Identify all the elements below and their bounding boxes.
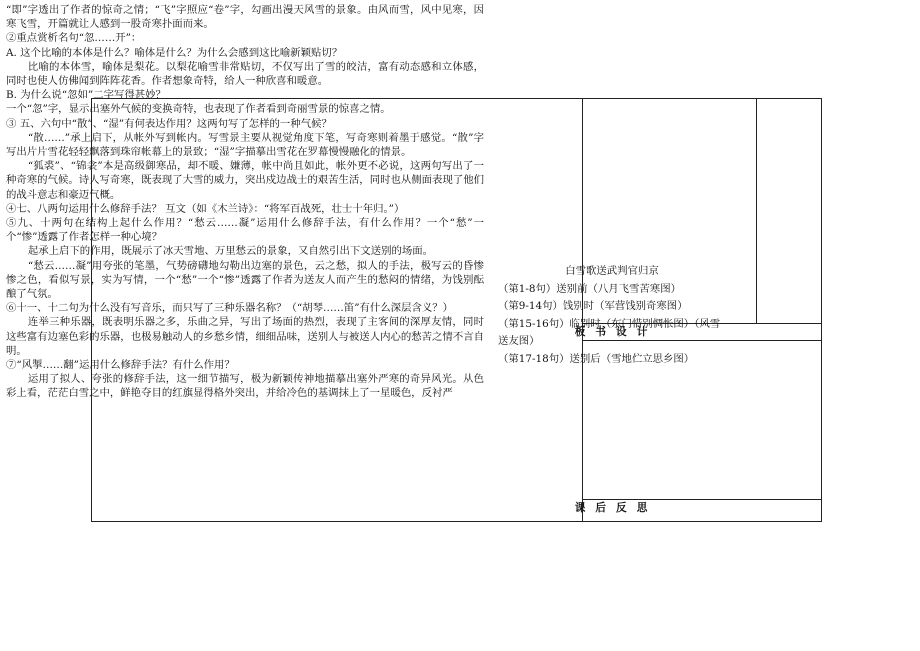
board-item: （第1-8句）送别前（八月飞雪苦寒图） <box>498 282 681 295</box>
text-line: A. 这个比喻的本体是什么？喻体是什么？为什么会感到这比喻新颖贴切？ <box>6 46 343 59</box>
text-line: 运用了拟人、夸张的修辞手法，这一细节描写，极为新颖传神地描摹出塞外严寒的奇异风光。从色彩上看，茫茫白雪之中，鲜艳夺目的红旗显得格外突出，并给冷色的基调抹上了一星暖色，反衬严 <box>6 373 484 400</box>
text-line: “即”字透出了作者的惊奇之情；“飞”字照应“卷”字，勾画出漫天风雪的景象。由风而雪，风中见寒，因寒飞雪，开篇就让人感到一股奇寒扑面而来。 <box>6 4 484 31</box>
text-line: ③ 五、六句中“散”、“湿”有何表达作用？这两句写了怎样的一种气候？ <box>6 117 332 130</box>
text-line: 起承上启下的作用，既展示了冰天雪地、万里愁云的景象，又自然引出下文送别的场面。 <box>27 245 434 258</box>
text-line: 比喻的本体雪，喻体是梨花。以梨花喻雪非常贴切，不仅写出了雪的皎洁，富有动态感和立体感，同时也使人仿佛闻到阵阵花香。作者想象奇特，给人一种欣喜和暖意。 <box>6 60 484 88</box>
text-line: 连举三种乐器，既表明乐器之多，乐曲之异，写出了场面的热烈，表现了主客间的深厚友情，同时这些富有边塞色彩的乐器，也极易触动人的乡愁乡情，细细品味，送别人与被送人内心的愁苦之情不言自明。 <box>6 316 484 357</box>
text-line: ⑥十一、十二句为什么没有写音乐，而只写了三种乐器名称？（“胡琴……笛”有什么深层含义？） <box>6 302 454 315</box>
text-line: ②重点赏析名句“忽……开”： <box>6 32 142 45</box>
post-lesson-reflection-header: 课后反思 <box>574 502 658 514</box>
board-item: （第17-18句）送别后（雪地伫立思乡图） <box>498 352 695 365</box>
text-line: ④七、八两句运用什么修辞手法？ 互文（如《木兰诗》：“将军百战死，壮士十年归。”） <box>6 202 405 215</box>
text-line: ⑦“风掣……翻”运用什么修辞手法？有什么作用？ <box>6 359 235 372</box>
board-design-header: 板书设计 <box>574 326 658 338</box>
text-line: “散……”承上启下，从帐外写到帐内。写雪景主要从视觉角度下笔，写奇寒则着墨于感觉。“散”字写出片片雪花轻轻飘落到珠帘帐幕上的景致；“湿”字描摹出雪花在罗幕慢慢融化的情景。 <box>6 131 484 159</box>
text-line: “狐裘”、“锦衾”本是高级御寒品，却不暖、嫌薄，帐中尚且如此，帐外更不必说，这两句写出了一种奇寒的气候。诗人写奇寒，既表现了大雪的威力，突出戍边战士的艰苦生活，同时也从侧面表现了他们的战斗意志和豪迈气概。 <box>6 160 484 201</box>
column-divider-right <box>756 99 757 323</box>
text-line: ⑤九、十两句在结构上起什么作用？“愁云……凝”运用什么修辞手法，有什么作用？一个“愁”一个“惨”透露了作者怎样一种心境？ <box>6 217 484 244</box>
text-line: B. 为什么说“忽如”二字写得甚妙？ <box>6 89 166 102</box>
board-item: （第9-14句）饯别时（军营饯别奇寒图） <box>498 300 688 312</box>
board-item: （第15-16句）临别时（东门惜别惆怅图）（风雪送友图） <box>498 317 721 347</box>
analysis-text <box>6 3 484 401</box>
text-line: “愁云……凝”用夸张的笔墨，气势磅礴地勾勒出边塞的景色，云之愁，拟人的手法，极写云的昏惨惨之色，看似写景，实为写情，一个“愁”一个“惨”透露了作者为送友人而产生的愁闷的情绪，为饯别酝酿了气氛。 <box>6 259 484 301</box>
text-line: 一个“忽”字，显示出塞外气候的变换奇特，也表现了作者看到奇丽雪景的惊喜之情。 <box>6 103 391 116</box>
board-content <box>498 263 726 368</box>
board-title: 白雪歌送武判官归京 <box>565 265 659 277</box>
